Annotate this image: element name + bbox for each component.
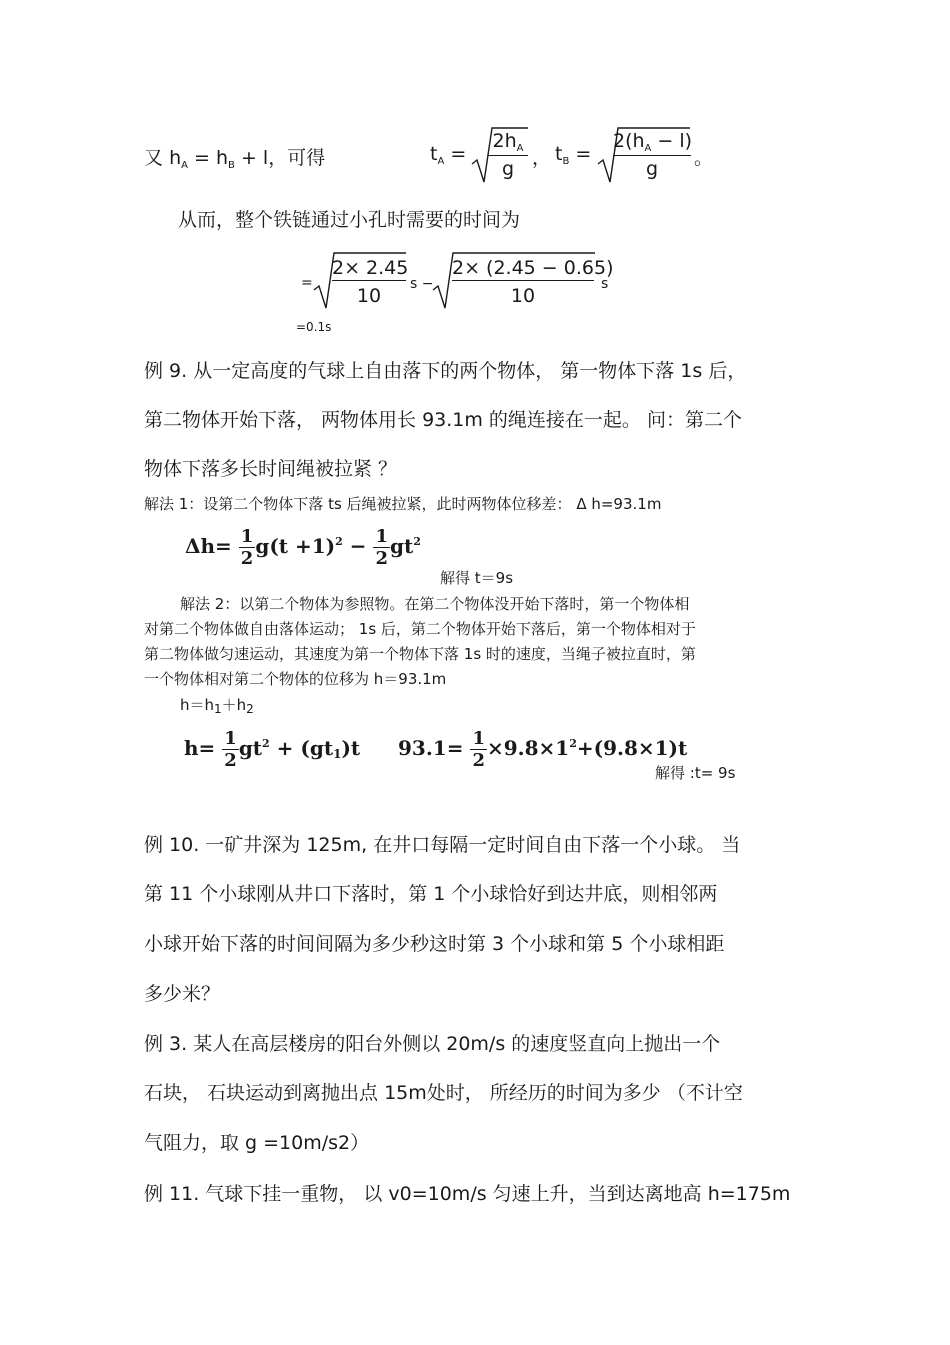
t-symbol: t	[555, 143, 563, 165]
example-3-line-1: 例 3. 某人在高层楼房的阳台外侧以 20m/s 的速度竖直向上抛出一个	[144, 1033, 721, 1055]
numerator-2h: 2(h	[613, 130, 645, 152]
lhs: Δh=	[185, 534, 232, 558]
formula-h	[184, 728, 360, 771]
equals: =	[450, 143, 467, 165]
denominator-g: g	[501, 158, 515, 180]
ta-fraction	[488, 130, 528, 180]
minus-l: − l)	[651, 130, 693, 152]
example-9-line-3: 物体下落多长时间绳被拉紧 ？	[144, 458, 398, 480]
frac-num: 1	[375, 526, 389, 547]
sub-a: A	[437, 156, 445, 167]
example-11-line-1: 例 11. 气球下挂一重物， 以 v0=10m/s 匀速上升，当到达离地高 h=175m	[144, 1183, 791, 1205]
equals: =	[575, 143, 592, 165]
example-10-line-4: 多少米？	[144, 983, 221, 1005]
unit-minus: s −	[410, 276, 434, 292]
h-eq-h: h＝h	[180, 696, 215, 714]
relation-line	[144, 143, 325, 171]
sub-2: 2	[246, 702, 254, 716]
frac-den: 2	[240, 548, 254, 569]
ta-label	[430, 143, 466, 167]
solution-2-line-1: 解法 2：以第二个物体为参照物。在第二个物体没开始下落时，第一个物体相	[180, 595, 690, 613]
fraction-two	[452, 257, 614, 307]
unit-s: s	[601, 276, 609, 292]
kede-text: 可得	[287, 147, 326, 169]
result-text: =0.1s	[296, 320, 332, 334]
sub-1: 1	[214, 702, 222, 716]
answer-1: 解得 t＝9s	[440, 569, 514, 587]
lhs: h=	[184, 736, 216, 760]
tb-fraction	[613, 130, 691, 180]
sub-1: 1	[333, 747, 342, 761]
formula-tail: +(9.8×1)t	[576, 736, 688, 760]
example-9-line-2: 第二物体开始下落， 两物体用长 93.1m 的绳连接在一起。 问：第二个	[144, 409, 742, 431]
sub-a: A	[644, 143, 652, 154]
prefix-you: 又	[144, 147, 164, 169]
sub-a: A	[181, 160, 188, 171]
frac-num: 1	[240, 526, 254, 547]
formula-end: gt	[390, 534, 414, 558]
sub-b: B	[228, 160, 235, 171]
example-9-line-1: 例 9. 从一定高度的气球上自由落下的两个物体， 第一物体下落 1s 后，	[144, 360, 747, 382]
fraction-one	[332, 257, 409, 307]
sub-b: B	[562, 156, 570, 167]
h-sum-line	[180, 694, 254, 716]
exponent: 2	[335, 535, 343, 548]
example-10-line-2: 第 11 个小球刚从井口下落时，第 1 个小球恰好到达井底，则相邻两	[144, 883, 718, 905]
numerator: 2× 2.45	[332, 257, 409, 279]
denominator-g: g	[645, 158, 659, 180]
minus: −	[349, 534, 367, 558]
frac-num: 1	[472, 728, 485, 749]
plus-h: ＋h	[221, 696, 247, 714]
frac-den: 2	[375, 548, 389, 569]
formula-mid: g(t +1)	[255, 534, 336, 558]
equals: =	[301, 275, 313, 291]
formula-t: )t	[341, 736, 361, 760]
period: 。	[694, 147, 714, 169]
formula-mid: + (gt	[269, 736, 334, 760]
comma: ，	[532, 147, 552, 169]
example-3-line-2: 石块， 石块运动到离抛出点 15m处时， 所经历的时间为多少 （不计空	[144, 1082, 743, 1104]
example-10-line-3: 小球开始下落的时间间隔为多少秒这时第 3 个小球和第 5 个小球相距	[144, 933, 725, 955]
exponent: 2	[569, 737, 577, 750]
h-symbol: h	[215, 147, 229, 169]
comma: ，	[268, 147, 288, 169]
exponent: 2	[262, 737, 270, 750]
t-symbol: t	[430, 143, 438, 165]
formula-delta-h	[185, 526, 421, 569]
paragraph-line: 从而，整个铁链通过小孔时需要的时间为	[178, 209, 521, 231]
denominator: 10	[510, 285, 536, 307]
frac-den: 2	[472, 750, 485, 771]
h-symbol: h	[169, 147, 182, 169]
numerator: 2× (2.45 − 0.65)	[452, 257, 614, 279]
frac-den: 2	[224, 750, 237, 771]
solution-1-text: 解法 1：设第二个物体下落 ts 后绳被拉紧，此时两物体位移差： Δ h=93.1m	[144, 495, 662, 513]
exponent: 2	[413, 535, 421, 548]
formula-98: ×9.8×1	[486, 736, 570, 760]
formula-931	[398, 728, 687, 771]
example-3-line-3: 气阻力，取 g =10m/s2）	[144, 1132, 370, 1154]
solution-2-line-4: 一个物体相对第二个物体的位移为 h＝93.1m	[144, 670, 447, 688]
example-10-line-1: 例 10. 一矿井深为 125m, 在井口每隔一定时间自由下落一个小球。 当	[144, 834, 741, 856]
lhs: 93.1=	[398, 736, 464, 760]
solution-2-line-3: 第二物体做匀速运动，其速度为第一个物体下落 1s 时的速度，当绳子被拉直时，第	[144, 645, 696, 663]
answer-2: 解得 :t= 9s	[655, 764, 736, 782]
denominator: 10	[356, 285, 382, 307]
gt: gt	[238, 736, 263, 760]
sub-a: A	[516, 143, 524, 154]
tb-label	[555, 143, 591, 167]
solution-2-line-2: 对第二个物体做自由落体运动； 1s 后，第二个物体开始下落后，第一个物体相对于	[144, 620, 696, 638]
equals: =	[194, 147, 210, 169]
plus-l: + l	[240, 147, 269, 169]
numerator-2h: 2h	[492, 130, 517, 152]
frac-num: 1	[224, 728, 237, 749]
